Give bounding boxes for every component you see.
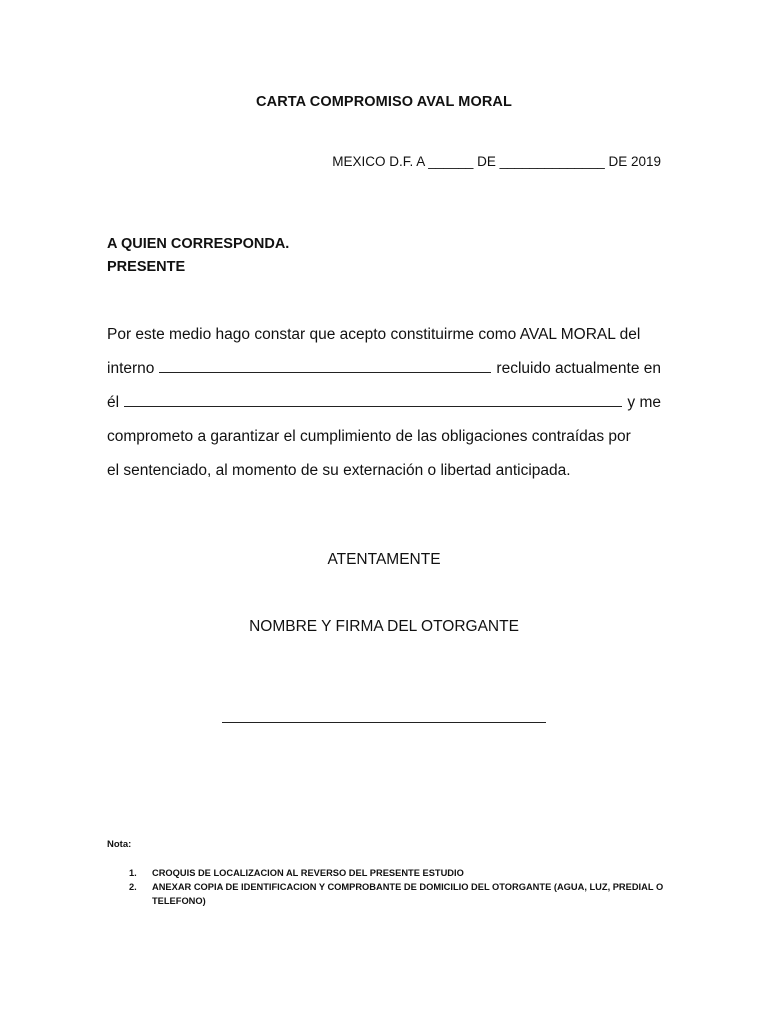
signer-label: NOMBRE Y FIRMA DEL OTORGANTE xyxy=(249,618,519,635)
addressee-line: A QUIEN CORRESPONDA. xyxy=(107,236,290,252)
facility-blank[interactable] xyxy=(124,386,622,407)
note-text: ANEXAR COPIA DE IDENTIFICACION Y COMPROBANTE DE DOMICILIO DEL OTORGANTE (AGUA, LUZ, PREDIAL O TELEFONO) xyxy=(152,882,664,906)
body-text: el sentenciado, al momento de su externación o libertad anticipada. xyxy=(107,462,571,479)
inmate-name-blank[interactable] xyxy=(159,352,491,373)
addressee-present: PRESENTE xyxy=(107,259,186,275)
body-text: comprometo a garantizar el cumplimiento de las obligaciones contraídas por xyxy=(107,428,631,445)
note-text: CROQUIS DE LOCALIZACION AL REVERSO DEL PRESENTE ESTUDIO xyxy=(152,868,464,878)
note-number: 1. xyxy=(129,868,137,878)
list-item xyxy=(107,866,667,880)
body-text: interno xyxy=(107,360,155,377)
date-line: MEXICO D.F. A ______ DE ______________ DE 2019 xyxy=(332,154,661,169)
list-item xyxy=(107,880,667,908)
notes-list xyxy=(107,866,667,908)
note-number: 2. xyxy=(129,882,137,892)
body-line-2 xyxy=(107,352,661,386)
body-line-4 xyxy=(107,420,661,454)
body-line-5 xyxy=(107,454,661,488)
addressee-block xyxy=(107,233,289,279)
note-label: Nota: xyxy=(107,839,132,850)
document-title: CARTA COMPROMISO AVAL MORAL xyxy=(256,94,512,110)
body-text: Por este medio hago constar que acepto constituirme como AVAL MORAL del xyxy=(107,326,641,343)
signature-line[interactable] xyxy=(222,722,546,723)
body-text: recluido actualmente en xyxy=(496,360,661,377)
letter-body xyxy=(107,318,661,488)
closing: ATENTAMENTE xyxy=(327,551,441,568)
body-line-1 xyxy=(107,318,661,352)
body-text: y me xyxy=(627,394,661,411)
body-text: él xyxy=(107,394,120,411)
body-line-3 xyxy=(107,386,661,420)
